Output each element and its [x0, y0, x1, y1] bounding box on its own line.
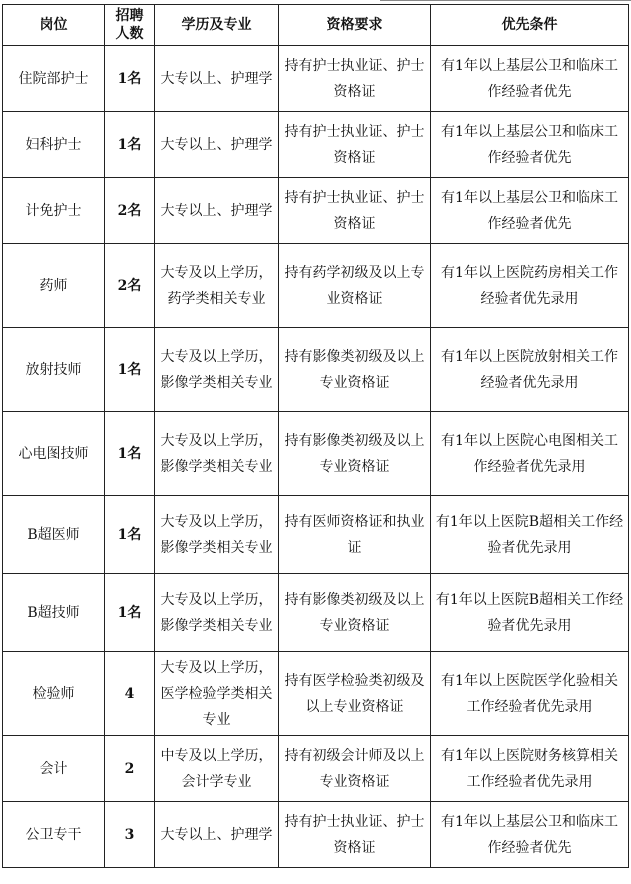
table-row: [3, 328, 629, 412]
cell-qualification: 持有影像类初级及以上专业资格证: [279, 328, 431, 412]
cell-qualification: 持有医师资格证和执业证: [279, 496, 431, 574]
cell-position: 检验师: [3, 652, 105, 736]
cell-position: 心电图技师: [3, 412, 105, 496]
cell-education: 大专及以上学历，影像学类相关专业: [155, 412, 279, 496]
recruitment-table: [2, 4, 629, 868]
cell-preference: 有1年以上基层公卫和临床工作经验者优先: [431, 46, 629, 112]
header-qualification: 资格要求: [279, 5, 431, 46]
cell-preference: 有1年以上医院医学化验相关工作经验者优先录用: [431, 652, 629, 736]
cell-preference: 有1年以上基层公卫和临床工作经验者优先: [431, 178, 629, 244]
cell-education: 大专及以上学历，影像学类相关专业: [155, 496, 279, 574]
cell-count: 1名: [105, 412, 155, 496]
cell-count: 4: [105, 652, 155, 736]
table-row: [3, 802, 629, 868]
table-row: [3, 244, 629, 328]
cell-count: 2名: [105, 178, 155, 244]
cell-education: 大专以上、护理学: [155, 178, 279, 244]
cell-count: 1名: [105, 328, 155, 412]
cell-count: 1名: [105, 112, 155, 178]
table-row: [3, 496, 629, 574]
cell-position: 计免护士: [3, 178, 105, 244]
cell-education: 大专以上、护理学: [155, 802, 279, 868]
cell-preference: 有1年以上医院放射相关工作经验者优先录用: [431, 328, 629, 412]
cell-preference: 有1年以上医院心电图相关工作经验者优先录用: [431, 412, 629, 496]
header-position: 岗位: [3, 5, 105, 46]
cell-position: 公卫专干: [3, 802, 105, 868]
table-row: [3, 412, 629, 496]
cell-preference: 有1年以上医院B超相关工作经验者优先录用: [431, 496, 629, 574]
cell-count: 1名: [105, 46, 155, 112]
cell-count: 3: [105, 802, 155, 868]
cell-education: 大专及以上学历，影像学类相关专业: [155, 574, 279, 652]
cell-preference: 有1年以上医院财务核算相关工作经验者优先录用: [431, 736, 629, 802]
cell-qualification: 持有药学初级及以上专业资格证: [279, 244, 431, 328]
cell-count: 1名: [105, 496, 155, 574]
cell-position: 药师: [3, 244, 105, 328]
cell-qualification: 持有护士执业证、护士资格证: [279, 46, 431, 112]
cell-count: 2: [105, 736, 155, 802]
cell-qualification: 持有护士执业证、护士资格证: [279, 112, 431, 178]
cell-position: 妇科护士: [3, 112, 105, 178]
header-count: 招聘人数: [105, 5, 155, 46]
cell-education: 中专及以上学历，会计学专业: [155, 736, 279, 802]
top-rule: [380, 0, 631, 1]
cell-position: 住院部护士: [3, 46, 105, 112]
table-header-row: [3, 5, 629, 46]
cell-qualification: 持有医学检验类初级及以上专业资格证: [279, 652, 431, 736]
cell-preference: 有1年以上基层公卫和临床工作经验者优先: [431, 802, 629, 868]
table-row: [3, 112, 629, 178]
cell-qualification: 持有影像类初级及以上专业资格证: [279, 412, 431, 496]
cell-position: B超医师: [3, 496, 105, 574]
cell-count: 2名: [105, 244, 155, 328]
header-preference: 优先条件: [431, 5, 629, 46]
cell-education: 大专及以上学历，医学检验学类相关专业: [155, 652, 279, 736]
header-education: 学历及专业: [155, 5, 279, 46]
table-row: [3, 652, 629, 736]
cell-position: 放射技师: [3, 328, 105, 412]
cell-qualification: 持有护士执业证、护士资格证: [279, 178, 431, 244]
cell-education: 大专及以上学历，药学类相关专业: [155, 244, 279, 328]
table-row: [3, 574, 629, 652]
cell-education: 大专及以上学历，影像学类相关专业: [155, 328, 279, 412]
cell-qualification: 持有护士执业证、护士资格证: [279, 802, 431, 868]
cell-preference: 有1年以上医院B超相关工作经验者优先录用: [431, 574, 629, 652]
cell-education: 大专以上、护理学: [155, 112, 279, 178]
cell-position: 会计: [3, 736, 105, 802]
cell-qualification: 持有影像类初级及以上专业资格证: [279, 574, 431, 652]
cell-position: B超技师: [3, 574, 105, 652]
table-row: [3, 178, 629, 244]
table-row: [3, 736, 629, 802]
cell-preference: 有1年以上医院药房相关工作经验者优先录用: [431, 244, 629, 328]
cell-qualification: 持有初级会计师及以上专业资格证: [279, 736, 431, 802]
table-row: [3, 46, 629, 112]
cell-count: 1名: [105, 574, 155, 652]
cell-preference: 有1年以上基层公卫和临床工作经验者优先: [431, 112, 629, 178]
cell-education: 大专以上、护理学: [155, 46, 279, 112]
